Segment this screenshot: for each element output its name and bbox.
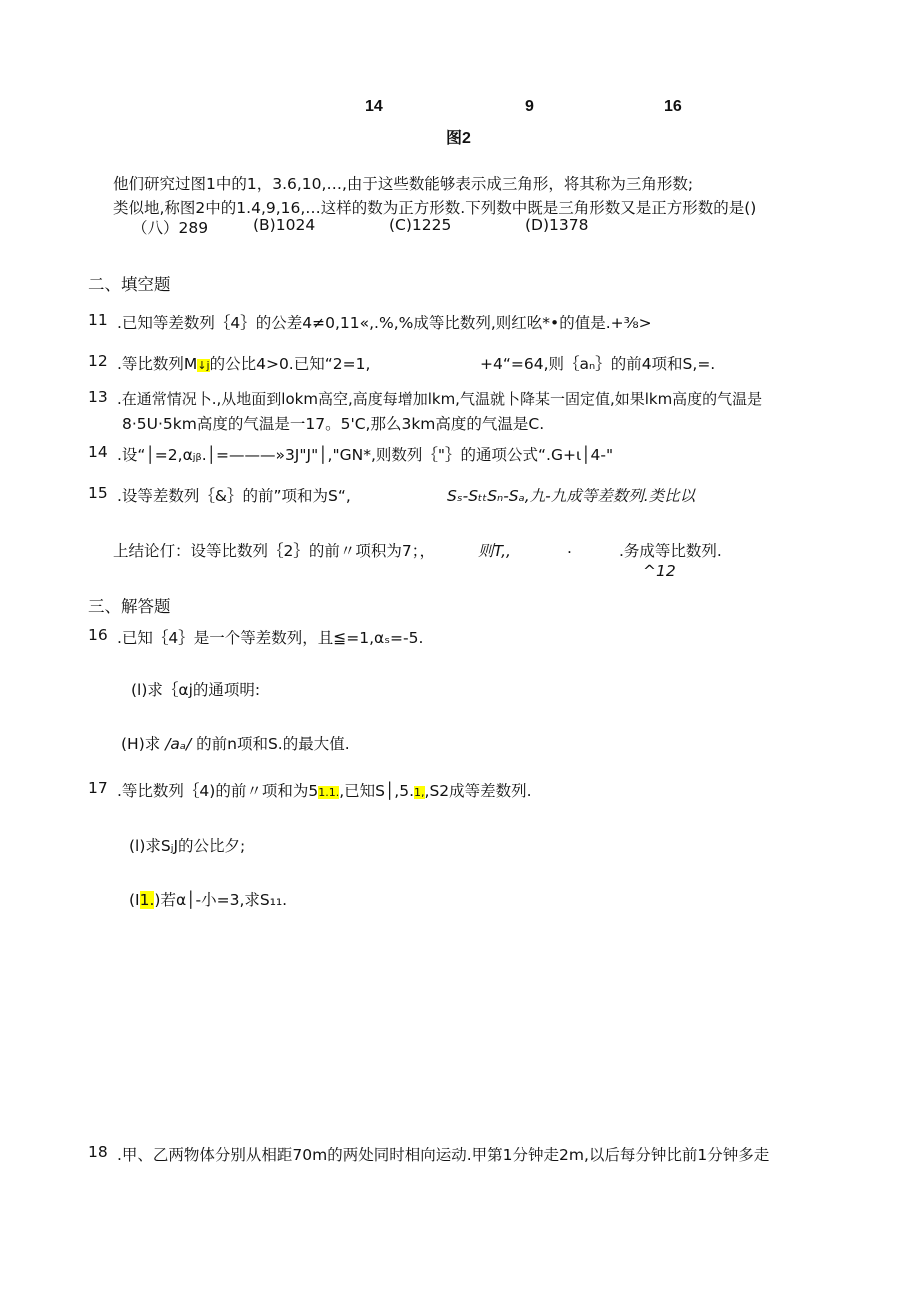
q13-line-2: 8·5U·5km高度的气温是一17。5'C,那么3km高度的气温是C. <box>122 415 545 433</box>
section-heading-solve: 三、解答题 <box>88 597 171 616</box>
q17-part-2-a: (I <box>129 891 140 909</box>
question-number: 12 <box>88 352 108 370</box>
section-heading-fill-in: 二、填空题 <box>88 275 171 294</box>
figure-number-16: 16 <box>664 98 682 115</box>
q16-part-2-a: (H)求 <box>121 735 161 753</box>
q16-part-2-c: 的前n项和S.的最大值. <box>196 735 350 753</box>
q10-line-2: 类似地,称图2中的1.4,9,16,…这样的数为正方形数.下列数中既是三角形数又是正方形数的是() <box>113 199 757 217</box>
q10-option-a: （八）289 <box>132 219 209 237</box>
question-number: 15 <box>88 484 108 502</box>
q10-line-1: 他们研究过图1中的1，3.6,10,…,由于这些数能够表示成三角形，将其称为三角形数; <box>113 175 694 193</box>
q15-part-b: Sₛ-SₜₜSₙ-Sₐ,九-九成等差数列.类比以 <box>447 487 696 505</box>
q17-part-1: (l)求SⱼJ的公比夕; <box>129 837 246 855</box>
question-text <box>117 352 370 374</box>
q15-part-c: 上结论仃：设等比数列｛2｝的前〃项积为7；， <box>113 542 435 560</box>
q10-option-d: (D)1378 <box>525 216 589 234</box>
question-number: 13 <box>88 388 108 406</box>
q10-option-c: (C)1225 <box>389 216 452 234</box>
q12-part-a: .等比数列M <box>117 355 198 373</box>
question-text: .已知等差数列｛4｝的公差4≠0,11«,.%,%成等比数列,则红吆*•的值是.+⅜> <box>117 314 652 332</box>
question-number: 11 <box>88 311 108 329</box>
q17-highlight-2: 1, <box>414 786 425 799</box>
q12-highlight: ↓j <box>197 359 210 372</box>
question-text: .设“│=2,αⱼᵦ.│=———»3J"J"│,"GN*,则数列｛"｝的通项公式“.G+ι│4-" <box>117 446 614 464</box>
q12-part-c: +4“=64,则｛aₙ｝的前4项和S,=. <box>480 355 716 373</box>
q17-part-2-b: )若α│-小=3,求S₁₁. <box>154 891 288 909</box>
question-text: .甲、乙两物体分别从相距70m的两处同时相向运动.甲第1分钟走2m,以后每分钟比前1分钟多走 <box>117 1146 770 1164</box>
figure-number-14: 14 <box>365 98 383 115</box>
q15-part-a: .设等差数列｛&｝的前”项和为S“, <box>117 487 351 505</box>
question-number: 17 <box>88 779 108 797</box>
q15-part-f: .务成等比数列. <box>619 542 722 560</box>
question-text: .已知｛4｝是一个等差数列，且≦=1,αₛ=-5. <box>117 629 424 647</box>
q17-highlight-1: 1.1. <box>318 786 340 799</box>
question-number: 14 <box>88 443 108 461</box>
q17-part-2-highlight: 1. <box>139 891 155 909</box>
question-number: 18 <box>88 1143 108 1161</box>
q13-line-1: .在通常情况卜.,从地面到lokm高空,高度每增加lkm,气温就卜降某一固定值,如果lkm高度的气温是 <box>117 390 763 408</box>
figure-caption: 图2 <box>446 130 471 147</box>
q16-part-2-b: /aₐ/ <box>165 735 192 753</box>
q17-part-b: ,已知S│,5. <box>339 782 415 800</box>
question-text <box>117 779 532 801</box>
q17-part-c: ,S2成等差数列. <box>424 782 532 800</box>
q10-option-b: (B)1024 <box>253 216 316 234</box>
q16-part-1: (l)求｛αj的通项明: <box>131 681 261 699</box>
q15-part-d: 则T,, <box>478 542 511 560</box>
figure-number-9: 9 <box>525 98 534 115</box>
q15-part-g: ^12 <box>643 562 676 580</box>
question-number: 16 <box>88 626 108 644</box>
q15-part-e: . <box>567 539 572 557</box>
q16-part-2 <box>121 732 350 754</box>
q12-part-b: 的公比4>0.已知“2=1, <box>209 355 371 373</box>
q17-part-2 <box>129 888 287 910</box>
q17-part-a: .等比数列｛4)的前〃项和为5 <box>117 782 319 800</box>
